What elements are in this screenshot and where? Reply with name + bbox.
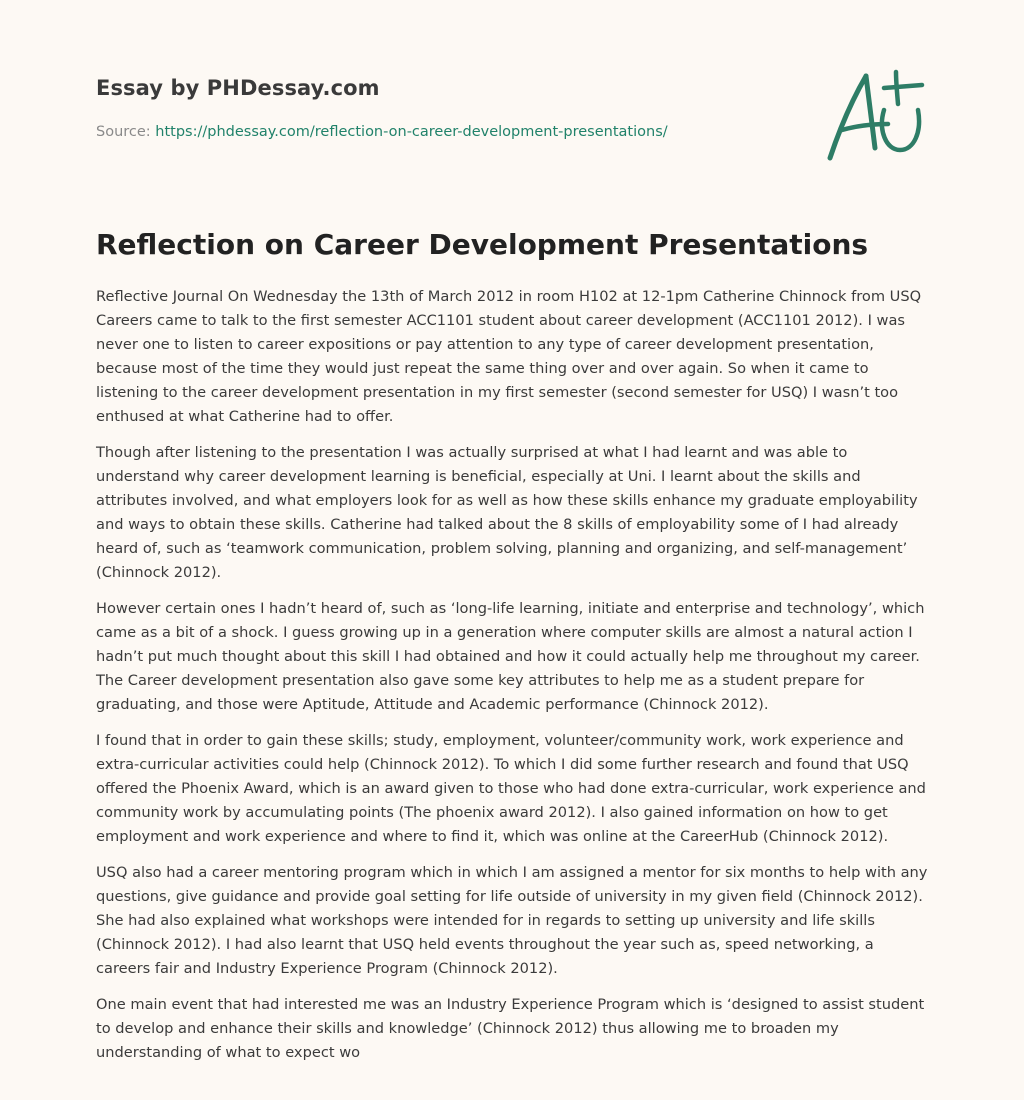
site-brand: Essay by PHDessay.com (96, 76, 380, 100)
essay-paragraph: Reflective Journal On Wednesday the 13th of March 2012 in room H102 at 12-1pm Catherine Chinnock from USQ Careers came to talk to the first semester ACC1101 student about career development (ACC1101 2012). I was never one to listen to career expositions or pay attention to any type of career development presentation, because most of the time they would just repeat the same thing over and over again. So when it came to listening to the career development presentation in my first semester (second semester for USQ) I wasn’t too enthused at what Catherine had to offer. (96, 288, 922, 425)
a-plus-logo-icon (822, 66, 930, 166)
essay-body (96, 285, 932, 1077)
essay-paragraph: USQ also had a career mentoring program which in which I am assigned a mentor for six months to help with any questions, give guidance and provide goal setting for life outside of university in my given field (Chinnock 2012). She had also explained what workshops were intended for in regards to setting up university and life skills (Chinnock 2012). I had also learnt that USQ held events throughout the year such as, speed networking, a careers fair and Industry Experience Program (Chinnock 2012). (96, 864, 928, 977)
source-link[interactable]: https://phdessay.com/reflection-on-career-development-presentations/ (155, 124, 668, 140)
essay-paragraph: However certain ones I hadn’t heard of, such as ‘long-life learning, initiate and enterprise and technology’, which came as a bit of a shock. I guess growing up in a generation where computer skills are almost a natural action I hadn’t put much thought about this skill I had obtained and how it could actually help me throughout my career. The Career development presentation also gave some key attributes to help me as a student prepare for graduating, and those were Aptitude, Attitude and Academic performance (Chinnock 2012). (96, 600, 925, 713)
essay-paragraph: I found that in order to gain these skills; study, employment, volunteer/community work, work experience and extra-curricular activities could help (Chinnock 2012). To which I did some further research and found that USQ offered the Phoenix Award, which is an award given to those who had done extra-curricular, work experience and community work by accumulating points (The phoenix award 2012). I also gained information on how to get employment and work experience and where to find it, which was online at the CareerHub (Chinnock 2012). (96, 732, 926, 845)
essay-paragraph: Though after listening to the presentation I was actually surprised at what I had learnt and was able to understand why career development learning is beneficial, especially at Uni. I learnt about the skills and attributes involved, and what employers look for as well as how these skills enhance my graduate employability and ways to obtain these skills. Catherine had talked about the 8 skills of employability some of I had already heard of, such as ‘teamwork communication, problem solving, planning and organizing, and self-management’ (Chinnock 2012). (96, 444, 918, 581)
essay-paragraph: One main event that had interested me was an Industry Experience Program which is ‘designed to assist student to develop and enhance their skills and knowledge’ (Chinnock 2012) thus allowing me to broaden my understanding of what to expect wo (96, 996, 925, 1061)
essay-title: Reflection on Career Development Presentations (96, 228, 869, 261)
source-line (96, 124, 668, 140)
source-label: Source: (96, 124, 156, 140)
